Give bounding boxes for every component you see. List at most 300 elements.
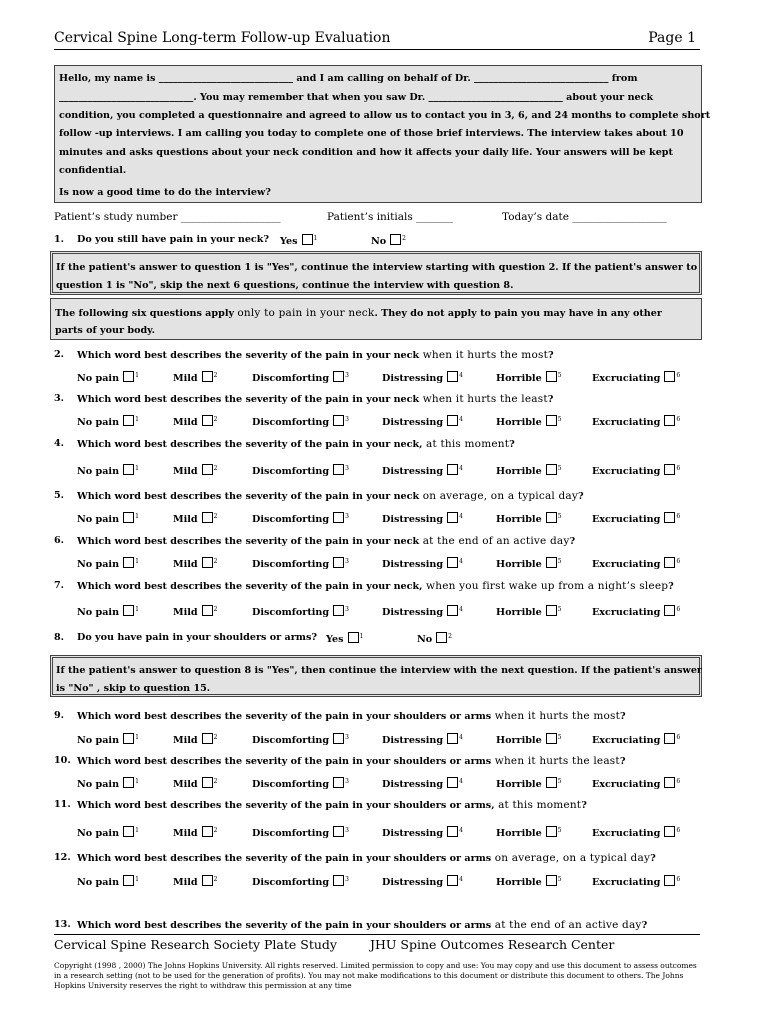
option-label: No pain bbox=[77, 877, 120, 888]
question-1 bbox=[54, 234, 694, 248]
checkbox[interactable] bbox=[333, 733, 344, 744]
option-label: Horrible bbox=[496, 559, 542, 570]
severity-option[interactable] bbox=[496, 875, 562, 888]
question-text: Which word best describes the severity of the pain in your shoulders or arms, bbox=[77, 800, 495, 811]
question-qualifier: when it hurts the most bbox=[491, 710, 621, 722]
severity-option[interactable] bbox=[173, 371, 217, 384]
question-text: Which word best describes the severity of the pain in your neck, bbox=[77, 439, 423, 450]
severity-option[interactable] bbox=[252, 826, 349, 839]
checkbox[interactable] bbox=[664, 826, 675, 837]
checkbox[interactable] bbox=[123, 557, 134, 568]
option-label: No bbox=[371, 236, 387, 247]
severity-option[interactable] bbox=[496, 777, 562, 790]
option-label: Horrible bbox=[496, 779, 542, 790]
option-code: 2 bbox=[213, 734, 218, 741]
question-mark: ? bbox=[619, 756, 626, 767]
question-mark: ? bbox=[569, 536, 576, 547]
checkbox[interactable] bbox=[447, 512, 458, 523]
checkbox[interactable] bbox=[546, 733, 557, 744]
option-code: 1 bbox=[135, 827, 139, 834]
checkbox[interactable] bbox=[123, 464, 134, 475]
option-code: 5 bbox=[557, 876, 562, 883]
severity-option[interactable] bbox=[173, 415, 217, 428]
severity-option[interactable] bbox=[77, 875, 139, 888]
checkbox[interactable] bbox=[664, 512, 675, 523]
option-code: 3 bbox=[345, 778, 349, 785]
option-label: Mild bbox=[173, 466, 198, 477]
option-label: Distressing bbox=[382, 373, 444, 384]
option-code: 1 bbox=[135, 606, 139, 613]
option-code: 4 bbox=[459, 606, 463, 613]
q8-yes-option[interactable] bbox=[326, 632, 363, 645]
checkbox[interactable] bbox=[333, 605, 344, 616]
severity-option[interactable] bbox=[496, 733, 562, 746]
option-label: Mild bbox=[173, 417, 198, 428]
severity-option[interactable] bbox=[592, 777, 680, 790]
option-label: No pain bbox=[77, 735, 120, 746]
option-code: 6 bbox=[676, 827, 681, 834]
question-number: 5. bbox=[54, 490, 65, 501]
option-code: 5 bbox=[557, 513, 562, 520]
question-text: Which word best describes the severity of the pain in your neck bbox=[77, 536, 420, 547]
option-label: Discomforting bbox=[252, 514, 330, 525]
checkbox[interactable] bbox=[123, 415, 134, 426]
option-code: 3 bbox=[345, 513, 349, 520]
option-code: 5 bbox=[557, 558, 562, 565]
checkbox[interactable] bbox=[333, 464, 344, 475]
question-mark: ? bbox=[620, 711, 626, 722]
option-code: 6 bbox=[676, 416, 681, 423]
question-qualifier: when you first wake up from a night’s sleep bbox=[422, 580, 669, 592]
severity-option[interactable] bbox=[77, 777, 139, 790]
question-number: 13. bbox=[54, 919, 71, 930]
intro-line: ____________________________. You may remember that when you saw Dr. ____________________________ about your neck bbox=[59, 92, 654, 103]
checkbox[interactable] bbox=[447, 777, 458, 788]
severity-option[interactable] bbox=[382, 605, 463, 618]
question-text: Which word best describes the severity of the pain in your shoulders or arms bbox=[77, 920, 492, 931]
option-code: 2 bbox=[213, 513, 218, 520]
checkbox[interactable] bbox=[447, 415, 458, 426]
skip-instruction-q8 bbox=[50, 655, 702, 697]
option-label: Discomforting bbox=[252, 417, 330, 428]
footer-center-name: JHU Spine Outcomes Research Center bbox=[370, 937, 615, 952]
severity-option[interactable] bbox=[496, 557, 562, 570]
checkbox[interactable] bbox=[123, 875, 134, 886]
question-text: Which word best describes the severity of the pain in your shoulders or arms bbox=[77, 756, 492, 767]
option-label: Mild bbox=[173, 779, 198, 790]
checkbox[interactable] bbox=[123, 371, 134, 382]
severity-option[interactable] bbox=[496, 464, 562, 477]
option-label: Horrible bbox=[496, 417, 542, 428]
option-label: Distressing bbox=[382, 607, 444, 618]
checkbox[interactable] bbox=[447, 826, 458, 837]
option-label: Discomforting bbox=[252, 607, 330, 618]
severity-option[interactable] bbox=[173, 605, 217, 618]
severity-option[interactable] bbox=[592, 512, 680, 525]
question-qualifier: when it hurts the least bbox=[419, 393, 548, 405]
option-label: Mild bbox=[173, 559, 198, 570]
checkbox[interactable] bbox=[123, 777, 134, 788]
option-code: 1 bbox=[135, 372, 139, 379]
checkbox[interactable] bbox=[664, 415, 675, 426]
question-mark: ? bbox=[578, 491, 584, 502]
note-line: parts of your body. bbox=[55, 325, 155, 336]
option-label: Horrible bbox=[496, 373, 542, 384]
neck-questions-note bbox=[50, 298, 702, 340]
checkbox[interactable] bbox=[123, 512, 134, 523]
question-number: 12. bbox=[54, 852, 71, 863]
severity-option[interactable] bbox=[77, 733, 139, 746]
question-mark: ? bbox=[509, 439, 515, 450]
note-text: . They do not apply to pain you may have in any other bbox=[374, 308, 662, 319]
option-code: 2 bbox=[213, 778, 218, 785]
option-code: 6 bbox=[676, 465, 681, 472]
checkbox[interactable] bbox=[333, 875, 344, 886]
severity-option[interactable] bbox=[252, 464, 349, 477]
severity-option[interactable] bbox=[173, 557, 217, 570]
option-label: No pain bbox=[77, 607, 120, 618]
checkbox[interactable] bbox=[202, 605, 213, 616]
severity-option[interactable] bbox=[592, 371, 680, 384]
checkbox[interactable] bbox=[664, 557, 675, 568]
severity-option[interactable] bbox=[77, 464, 139, 477]
question-qualifier: at this moment bbox=[494, 799, 582, 811]
question-8 bbox=[54, 632, 694, 646]
question-text: Which word best describes the severity of the pain in your neck bbox=[77, 350, 420, 361]
option-code: 5 bbox=[557, 416, 562, 423]
severity-option[interactable] bbox=[252, 415, 349, 428]
skip-line: is "No" , skip to question 15. bbox=[56, 683, 211, 694]
option-label: Excruciating bbox=[592, 607, 661, 618]
checkbox[interactable] bbox=[447, 605, 458, 616]
option-code: 6 bbox=[676, 513, 681, 520]
severity-option[interactable] bbox=[252, 557, 349, 570]
checkbox[interactable] bbox=[436, 632, 447, 643]
severity-option[interactable] bbox=[77, 557, 139, 570]
option-code: 2 bbox=[448, 633, 452, 640]
option-code: 2 bbox=[213, 416, 218, 423]
option-label: No pain bbox=[77, 514, 120, 525]
checkbox[interactable] bbox=[447, 557, 458, 568]
option-code: 2 bbox=[213, 876, 218, 883]
severity-option[interactable] bbox=[77, 371, 139, 384]
option-label: Discomforting bbox=[252, 877, 330, 888]
option-label: Discomforting bbox=[252, 828, 330, 839]
option-label: Excruciating bbox=[592, 877, 661, 888]
checkbox[interactable] bbox=[664, 371, 675, 382]
option-code: 6 bbox=[676, 876, 681, 883]
option-code: 4 bbox=[459, 465, 463, 472]
checkbox[interactable] bbox=[546, 777, 557, 788]
severity-option[interactable] bbox=[77, 605, 139, 618]
option-label: Distressing bbox=[382, 466, 444, 477]
option-label: Horrible bbox=[496, 877, 542, 888]
option-label: Mild bbox=[173, 828, 198, 839]
option-label: Excruciating bbox=[592, 828, 661, 839]
option-code: 3 bbox=[345, 734, 349, 741]
checkbox[interactable] bbox=[202, 557, 213, 568]
checkbox[interactable] bbox=[202, 464, 213, 475]
option-code: 4 bbox=[459, 513, 463, 520]
question-mark: ? bbox=[641, 920, 648, 931]
severity-option[interactable] bbox=[173, 464, 217, 477]
option-code: 6 bbox=[676, 734, 681, 741]
option-label: Mild bbox=[173, 373, 198, 384]
checkbox[interactable] bbox=[546, 605, 557, 616]
severity-option[interactable] bbox=[382, 512, 463, 525]
question-qualifier: on average, on a typical day bbox=[491, 852, 651, 864]
question-qualifier: when it hurts the most bbox=[419, 349, 548, 361]
option-code: 1 bbox=[135, 416, 139, 423]
initials-field[interactable]: Patient’s initials _______ bbox=[327, 211, 453, 223]
option-label: Discomforting bbox=[252, 466, 330, 477]
question-mark: ? bbox=[547, 350, 554, 361]
option-code: 2 bbox=[213, 558, 218, 565]
severity-option[interactable] bbox=[382, 875, 463, 888]
option-label: Excruciating bbox=[592, 417, 661, 428]
question-number: 10. bbox=[54, 755, 71, 766]
option-label: Horrible bbox=[496, 828, 542, 839]
intro-line: condition, you completed a questionnaire and agreed to allow us to contact you in 3, 6, and 24 months to complete short bbox=[59, 110, 711, 121]
severity-option[interactable] bbox=[77, 826, 139, 839]
severity-option[interactable] bbox=[252, 605, 349, 618]
question-number: 9. bbox=[54, 710, 65, 721]
option-label: Distressing bbox=[382, 514, 444, 525]
option-code: 1 bbox=[135, 734, 139, 741]
severity-option[interactable] bbox=[382, 733, 463, 746]
option-label: Horrible bbox=[496, 735, 542, 746]
severity-option[interactable] bbox=[496, 605, 562, 618]
option-code: 1 bbox=[135, 876, 139, 883]
question-mark: ? bbox=[650, 853, 656, 864]
severity-option[interactable] bbox=[592, 605, 680, 618]
checkbox[interactable] bbox=[546, 415, 557, 426]
intro-line: minutes and asks questions about your neck condition and how it affects your daily life. Your answers will be kept bbox=[59, 147, 673, 158]
option-code: 4 bbox=[459, 778, 463, 785]
severity-option[interactable] bbox=[592, 875, 680, 888]
checkbox[interactable] bbox=[546, 464, 557, 475]
question-number: 11. bbox=[54, 799, 71, 810]
skip-instruction-q1 bbox=[50, 251, 702, 295]
option-code: 2 bbox=[213, 606, 218, 613]
footer-study-name: Cervical Spine Research Society Plate Study bbox=[54, 937, 337, 952]
option-label: Mild bbox=[173, 607, 198, 618]
question-qualifier: at the end of an active day bbox=[491, 919, 642, 931]
checkbox[interactable] bbox=[546, 371, 557, 382]
severity-option[interactable] bbox=[382, 826, 463, 839]
option-label: Excruciating bbox=[592, 735, 661, 746]
checkbox[interactable] bbox=[202, 733, 213, 744]
checkbox[interactable] bbox=[202, 512, 213, 523]
page-number: Page 1 bbox=[648, 30, 696, 46]
skip-line: If the patient's answer to question 1 is "Yes", continue the interview starting with question 2. If the patient's answer to bbox=[56, 262, 698, 273]
option-label: Discomforting bbox=[252, 779, 330, 790]
checkbox[interactable] bbox=[333, 826, 344, 837]
option-code: 1 bbox=[359, 633, 364, 640]
option-code: 6 bbox=[676, 372, 681, 379]
option-label: Yes bbox=[326, 634, 344, 645]
question-number: 4. bbox=[54, 438, 65, 449]
severity-option[interactable] bbox=[77, 512, 139, 525]
option-label: No pain bbox=[77, 559, 120, 570]
question-text: Which word best describes the severity of the pain in your neck bbox=[77, 491, 420, 502]
option-code: 1 bbox=[135, 513, 139, 520]
option-code: 4 bbox=[459, 876, 463, 883]
checkbox[interactable] bbox=[447, 875, 458, 886]
checkbox[interactable] bbox=[664, 733, 675, 744]
question-number: 1. bbox=[54, 234, 65, 245]
checkbox[interactable] bbox=[447, 371, 458, 382]
option-label: Discomforting bbox=[252, 559, 330, 570]
option-label: No pain bbox=[77, 466, 120, 477]
question-qualifier: at this moment bbox=[422, 438, 510, 450]
option-label: Excruciating bbox=[592, 514, 661, 525]
date-field[interactable]: Today’s date __________________ bbox=[502, 211, 667, 223]
severity-option[interactable] bbox=[496, 371, 562, 384]
footer-divider bbox=[54, 934, 700, 935]
question-number: 3. bbox=[54, 393, 65, 404]
checkbox[interactable] bbox=[333, 557, 344, 568]
severity-option[interactable] bbox=[382, 464, 463, 477]
checkbox[interactable] bbox=[333, 371, 344, 382]
severity-option[interactable] bbox=[173, 512, 217, 525]
checkbox[interactable] bbox=[202, 875, 213, 886]
option-label: Discomforting bbox=[252, 373, 330, 384]
study-number-field[interactable]: Patient’s study number ___________________ bbox=[54, 211, 281, 223]
checkbox[interactable] bbox=[302, 234, 313, 245]
q1-no-option[interactable] bbox=[371, 234, 406, 247]
q1-yes-option[interactable] bbox=[280, 234, 317, 247]
option-label: Distressing bbox=[382, 828, 444, 839]
intro-line: confidential. bbox=[59, 165, 127, 176]
checkbox[interactable] bbox=[123, 605, 134, 616]
option-code: 5 bbox=[557, 372, 562, 379]
checkbox[interactable] bbox=[664, 605, 675, 616]
option-code: 2 bbox=[213, 465, 218, 472]
checkbox[interactable] bbox=[348, 632, 359, 643]
checkbox[interactable] bbox=[664, 777, 675, 788]
page-header bbox=[54, 30, 700, 50]
checkbox[interactable] bbox=[333, 415, 344, 426]
severity-option[interactable] bbox=[592, 464, 680, 477]
severity-option[interactable] bbox=[173, 777, 217, 790]
option-code: 1 bbox=[135, 465, 139, 472]
severity-option[interactable] bbox=[382, 415, 463, 428]
checkbox[interactable] bbox=[202, 826, 213, 837]
question-text: Do you still have pain in your neck? bbox=[77, 234, 270, 245]
option-code: 3 bbox=[345, 465, 349, 472]
option-label: No pain bbox=[77, 417, 120, 428]
severity-option[interactable] bbox=[382, 777, 463, 790]
question-number: 7. bbox=[54, 580, 65, 591]
question-text: Which word best describes the severity of the pain in your neck bbox=[77, 394, 420, 405]
checkbox[interactable] bbox=[447, 464, 458, 475]
option-label: Distressing bbox=[382, 779, 444, 790]
option-code: 6 bbox=[676, 778, 681, 785]
option-label: Distressing bbox=[382, 559, 444, 570]
option-code: 3 bbox=[345, 827, 349, 834]
option-code: 2 bbox=[213, 372, 218, 379]
checkbox[interactable] bbox=[546, 826, 557, 837]
severity-option[interactable] bbox=[382, 557, 463, 570]
severity-option[interactable] bbox=[382, 371, 463, 384]
severity-option[interactable] bbox=[496, 512, 562, 525]
checkbox[interactable] bbox=[390, 234, 401, 245]
severity-option[interactable] bbox=[252, 733, 349, 746]
severity-option[interactable] bbox=[592, 415, 680, 428]
option-label: No bbox=[417, 634, 433, 645]
option-label: Excruciating bbox=[592, 559, 661, 570]
question-mark: ? bbox=[668, 581, 674, 592]
option-code: 5 bbox=[557, 606, 562, 613]
checkbox[interactable] bbox=[333, 777, 344, 788]
note-line bbox=[55, 307, 662, 319]
option-code: 2 bbox=[402, 235, 406, 242]
option-code: 6 bbox=[676, 558, 681, 565]
option-code: 4 bbox=[459, 734, 463, 741]
checkbox[interactable] bbox=[333, 512, 344, 523]
checkbox[interactable] bbox=[202, 777, 213, 788]
severity-option[interactable] bbox=[496, 826, 562, 839]
option-label: No pain bbox=[77, 373, 120, 384]
option-code: 5 bbox=[557, 778, 562, 785]
option-label: Excruciating bbox=[592, 373, 661, 384]
option-label: Horrible bbox=[496, 514, 542, 525]
option-label: Distressing bbox=[382, 735, 444, 746]
checkbox[interactable] bbox=[546, 512, 557, 523]
checkbox[interactable] bbox=[202, 415, 213, 426]
severity-option[interactable] bbox=[592, 826, 680, 839]
option-label: Mild bbox=[173, 735, 198, 746]
severity-option[interactable] bbox=[252, 512, 349, 525]
option-code: 1 bbox=[313, 235, 318, 242]
checkbox[interactable] bbox=[664, 875, 675, 886]
severity-option[interactable] bbox=[252, 371, 349, 384]
checkbox[interactable] bbox=[447, 733, 458, 744]
option-label: Yes bbox=[280, 236, 298, 247]
severity-option[interactable] bbox=[77, 415, 139, 428]
question-text: Which word best describes the severity of the pain in your neck, bbox=[77, 581, 423, 592]
severity-option[interactable] bbox=[252, 875, 349, 888]
question-qualifier: when it hurts the least bbox=[491, 755, 620, 767]
option-label: Distressing bbox=[382, 877, 444, 888]
question-text: Do you have pain in your shoulders or arms? bbox=[77, 632, 317, 643]
checkbox[interactable] bbox=[123, 826, 134, 837]
option-label: No pain bbox=[77, 779, 120, 790]
severity-option[interactable] bbox=[592, 557, 680, 570]
checkbox[interactable] bbox=[546, 557, 557, 568]
question-mark: ? bbox=[581, 800, 587, 811]
question-text: Which word best describes the severity of the pain in your shoulders or arms bbox=[77, 853, 492, 864]
checkbox[interactable] bbox=[546, 875, 557, 886]
option-label: Excruciating bbox=[592, 779, 661, 790]
checkbox[interactable] bbox=[664, 464, 675, 475]
option-code: 4 bbox=[459, 558, 463, 565]
option-code: 4 bbox=[459, 372, 463, 379]
checkbox[interactable] bbox=[123, 733, 134, 744]
severity-option[interactable] bbox=[173, 733, 217, 746]
option-label: Mild bbox=[173, 514, 198, 525]
severity-option[interactable] bbox=[496, 415, 562, 428]
severity-option[interactable] bbox=[252, 777, 349, 790]
severity-option[interactable] bbox=[173, 875, 217, 888]
option-label: Excruciating bbox=[592, 466, 661, 477]
option-code: 2 bbox=[213, 827, 218, 834]
severity-option[interactable] bbox=[173, 826, 217, 839]
q8-no-option[interactable] bbox=[417, 632, 452, 645]
checkbox[interactable] bbox=[202, 371, 213, 382]
severity-option[interactable] bbox=[592, 733, 680, 746]
